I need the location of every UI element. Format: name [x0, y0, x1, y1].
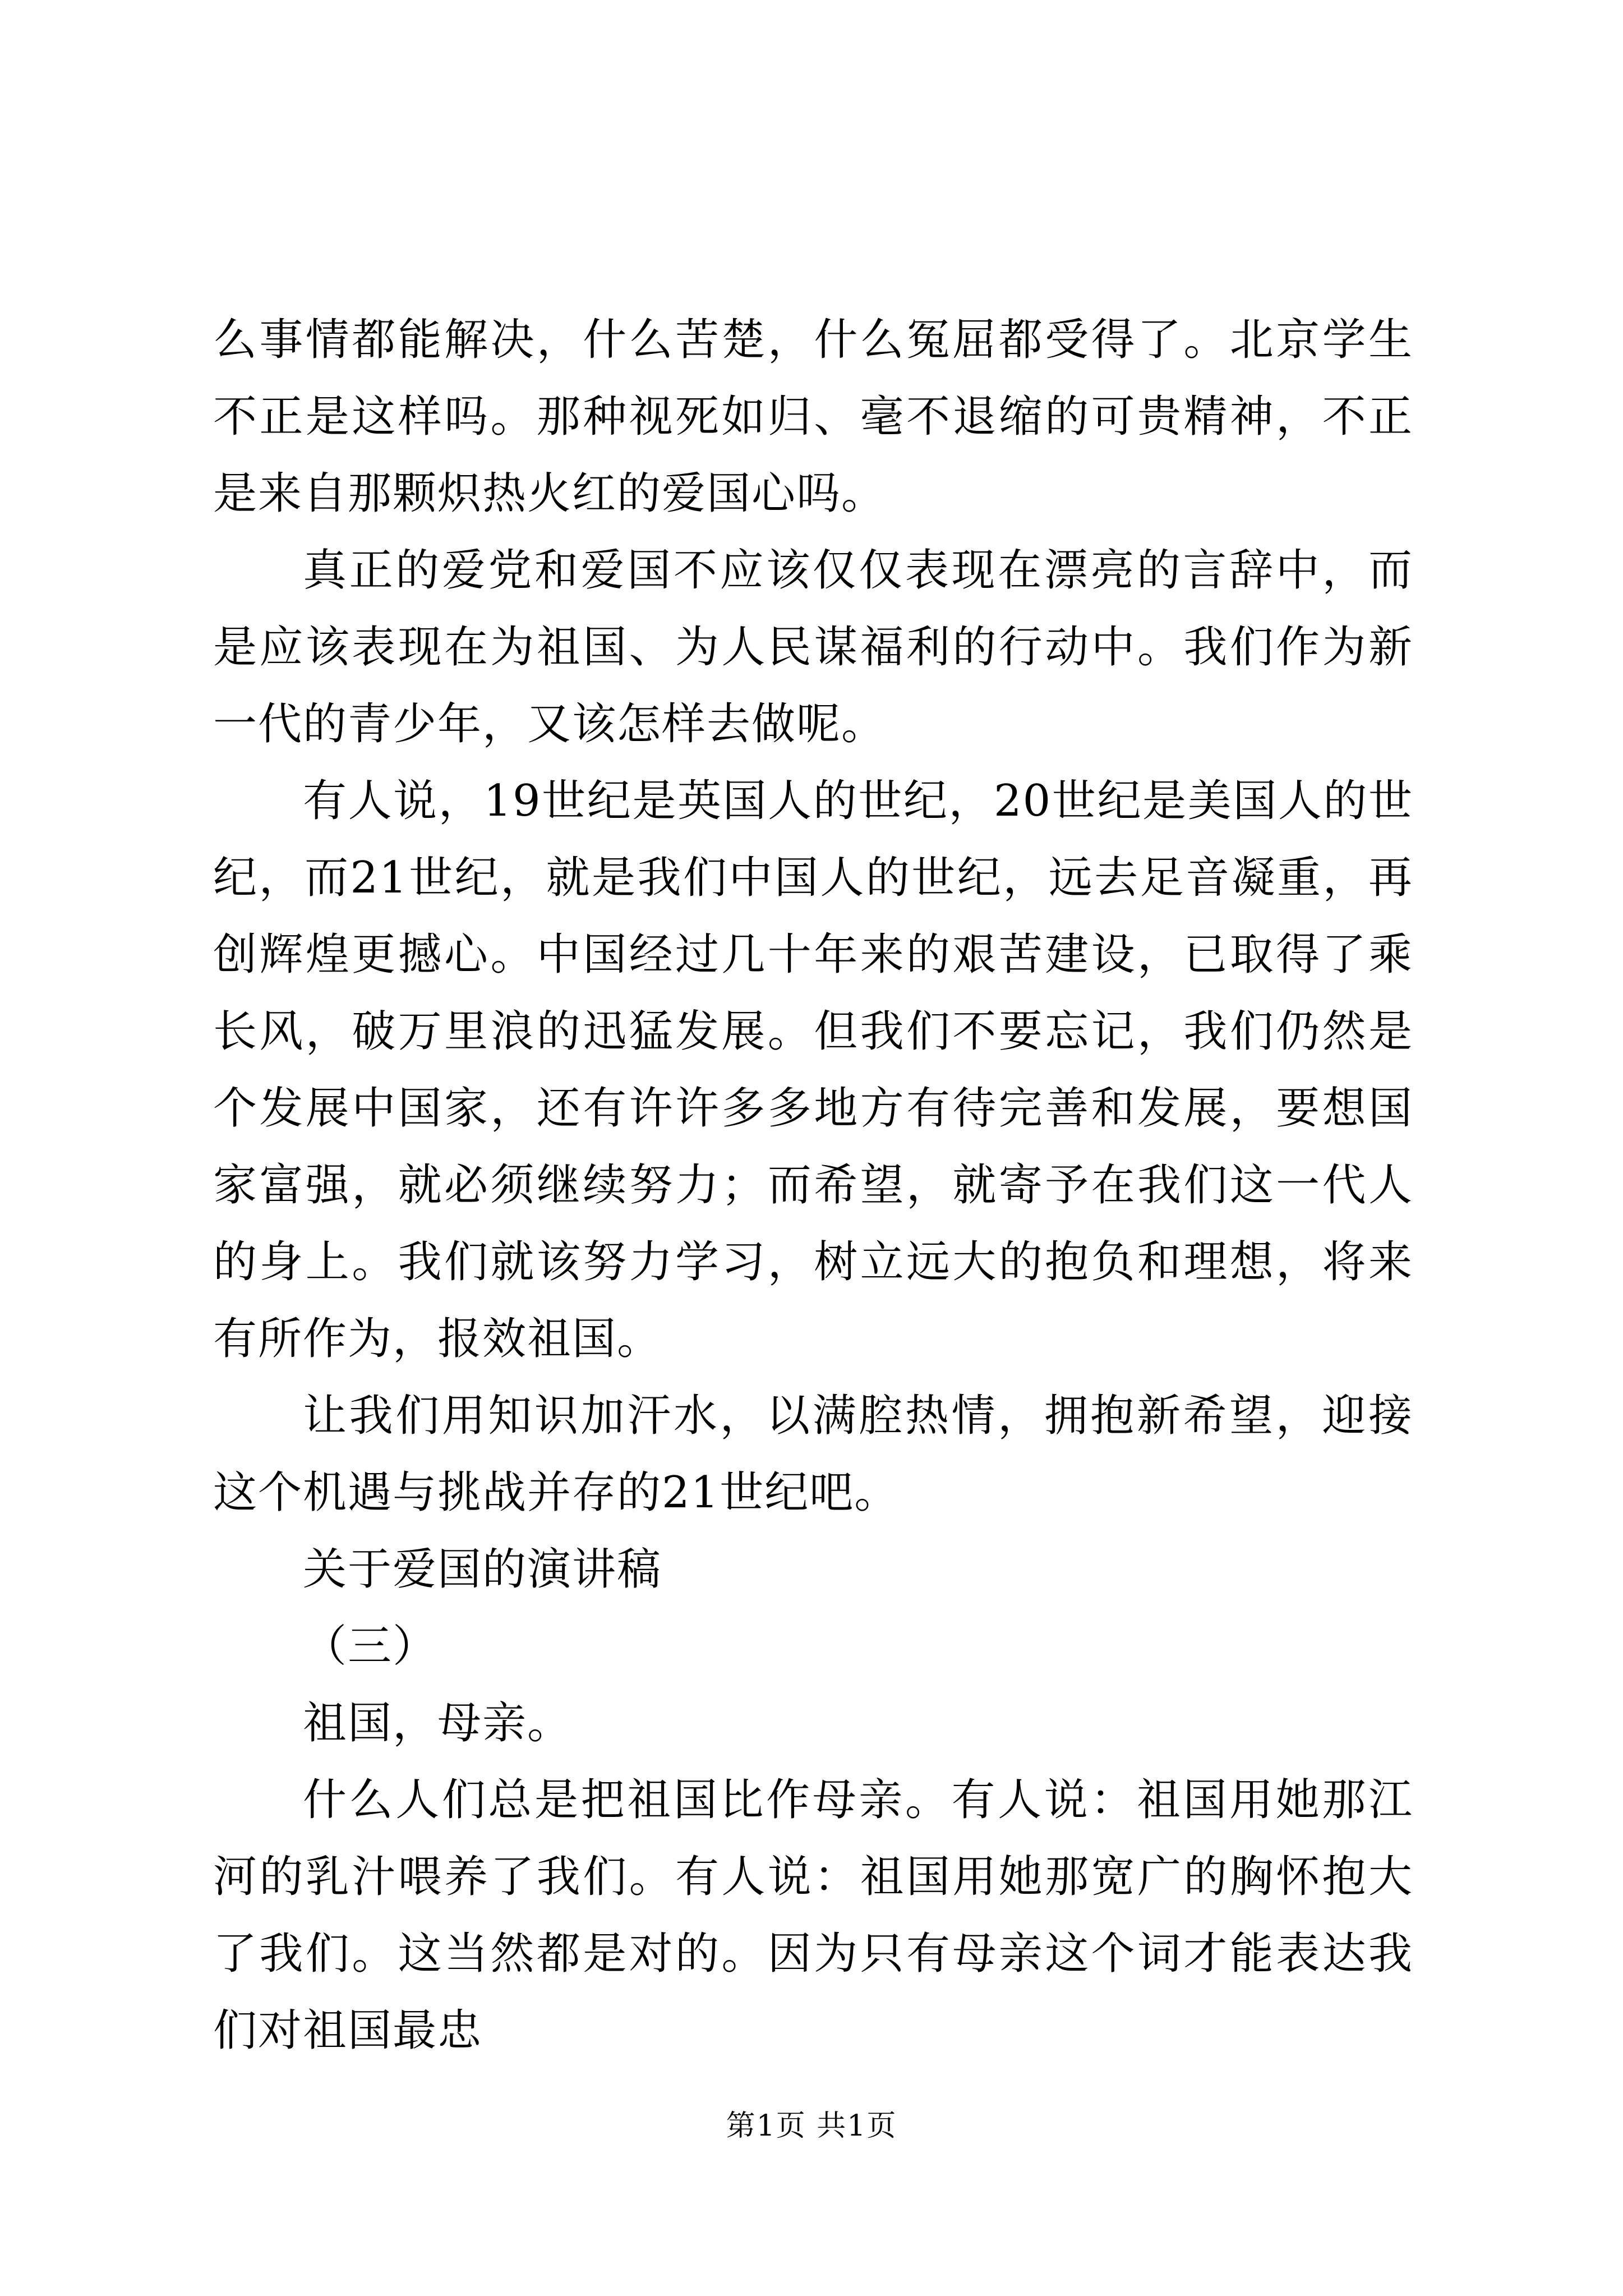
paragraph-continuation: 么事情都能解决，什么苦楚，什么冤屈都受得了。北京学生不正是这样吗。那种视死如归、毫不退缩的可贵精神，不正是来自那颗炽热火红的爱国心吗。	[213, 315, 1413, 519]
document-body	[213, 302, 1413, 2069]
paragraph-motherland-mother: 祖国，母亲。	[303, 1698, 573, 1749]
paragraph-patriotism-deeds: 真正的爱党和爱国不应该仅仅表现在漂亮的言辞中，而是应该表现在为祖国、为人民谋福利的行动中。我们作为新一代的青少年，又该怎样去做呢。	[213, 545, 1413, 749]
paragraph-21st-century: 有人说，19世纪是英国人的世纪，20世纪是美国人的世纪，而21世纪，就是我们中国人的世纪，远去足音凝重，再创辉煌更撼心。中国经过几十年来的艰苦建设，已取得了乘长风，破万里浪的迅猛发展。但我们不要忘记，我们仍然是个发展中国家，还有许许多多地方有待完善和发展，要想国家富强，就必须继续努力；而希望，就寄予在我们这一代人的身上。我们就该努力学习，树立远大的抱负和理想，将来有所作为，报效祖国。	[213, 776, 1413, 1364]
page-footer: 第1页 共1页	[726, 2109, 897, 2143]
section-title: 关于爱国的演讲稿	[303, 1544, 662, 1595]
section-number: （三）	[303, 1621, 438, 1672]
paragraph-embrace-hope: 让我们用知识加汗水，以满腔热情，拥抱新希望，迎接这个机遇与挑战并存的21世纪吧。	[213, 1391, 1413, 1518]
paragraph-why-mother: 什么人们总是把祖国比作母亲。有人说：祖国用她那江河的乳汁喂养了我们。有人说：祖国用她那宽广的胸怀抱大了我们。这当然都是对的。因为只有母亲这个词才能表达我们对祖国最忠	[213, 1775, 1413, 2056]
